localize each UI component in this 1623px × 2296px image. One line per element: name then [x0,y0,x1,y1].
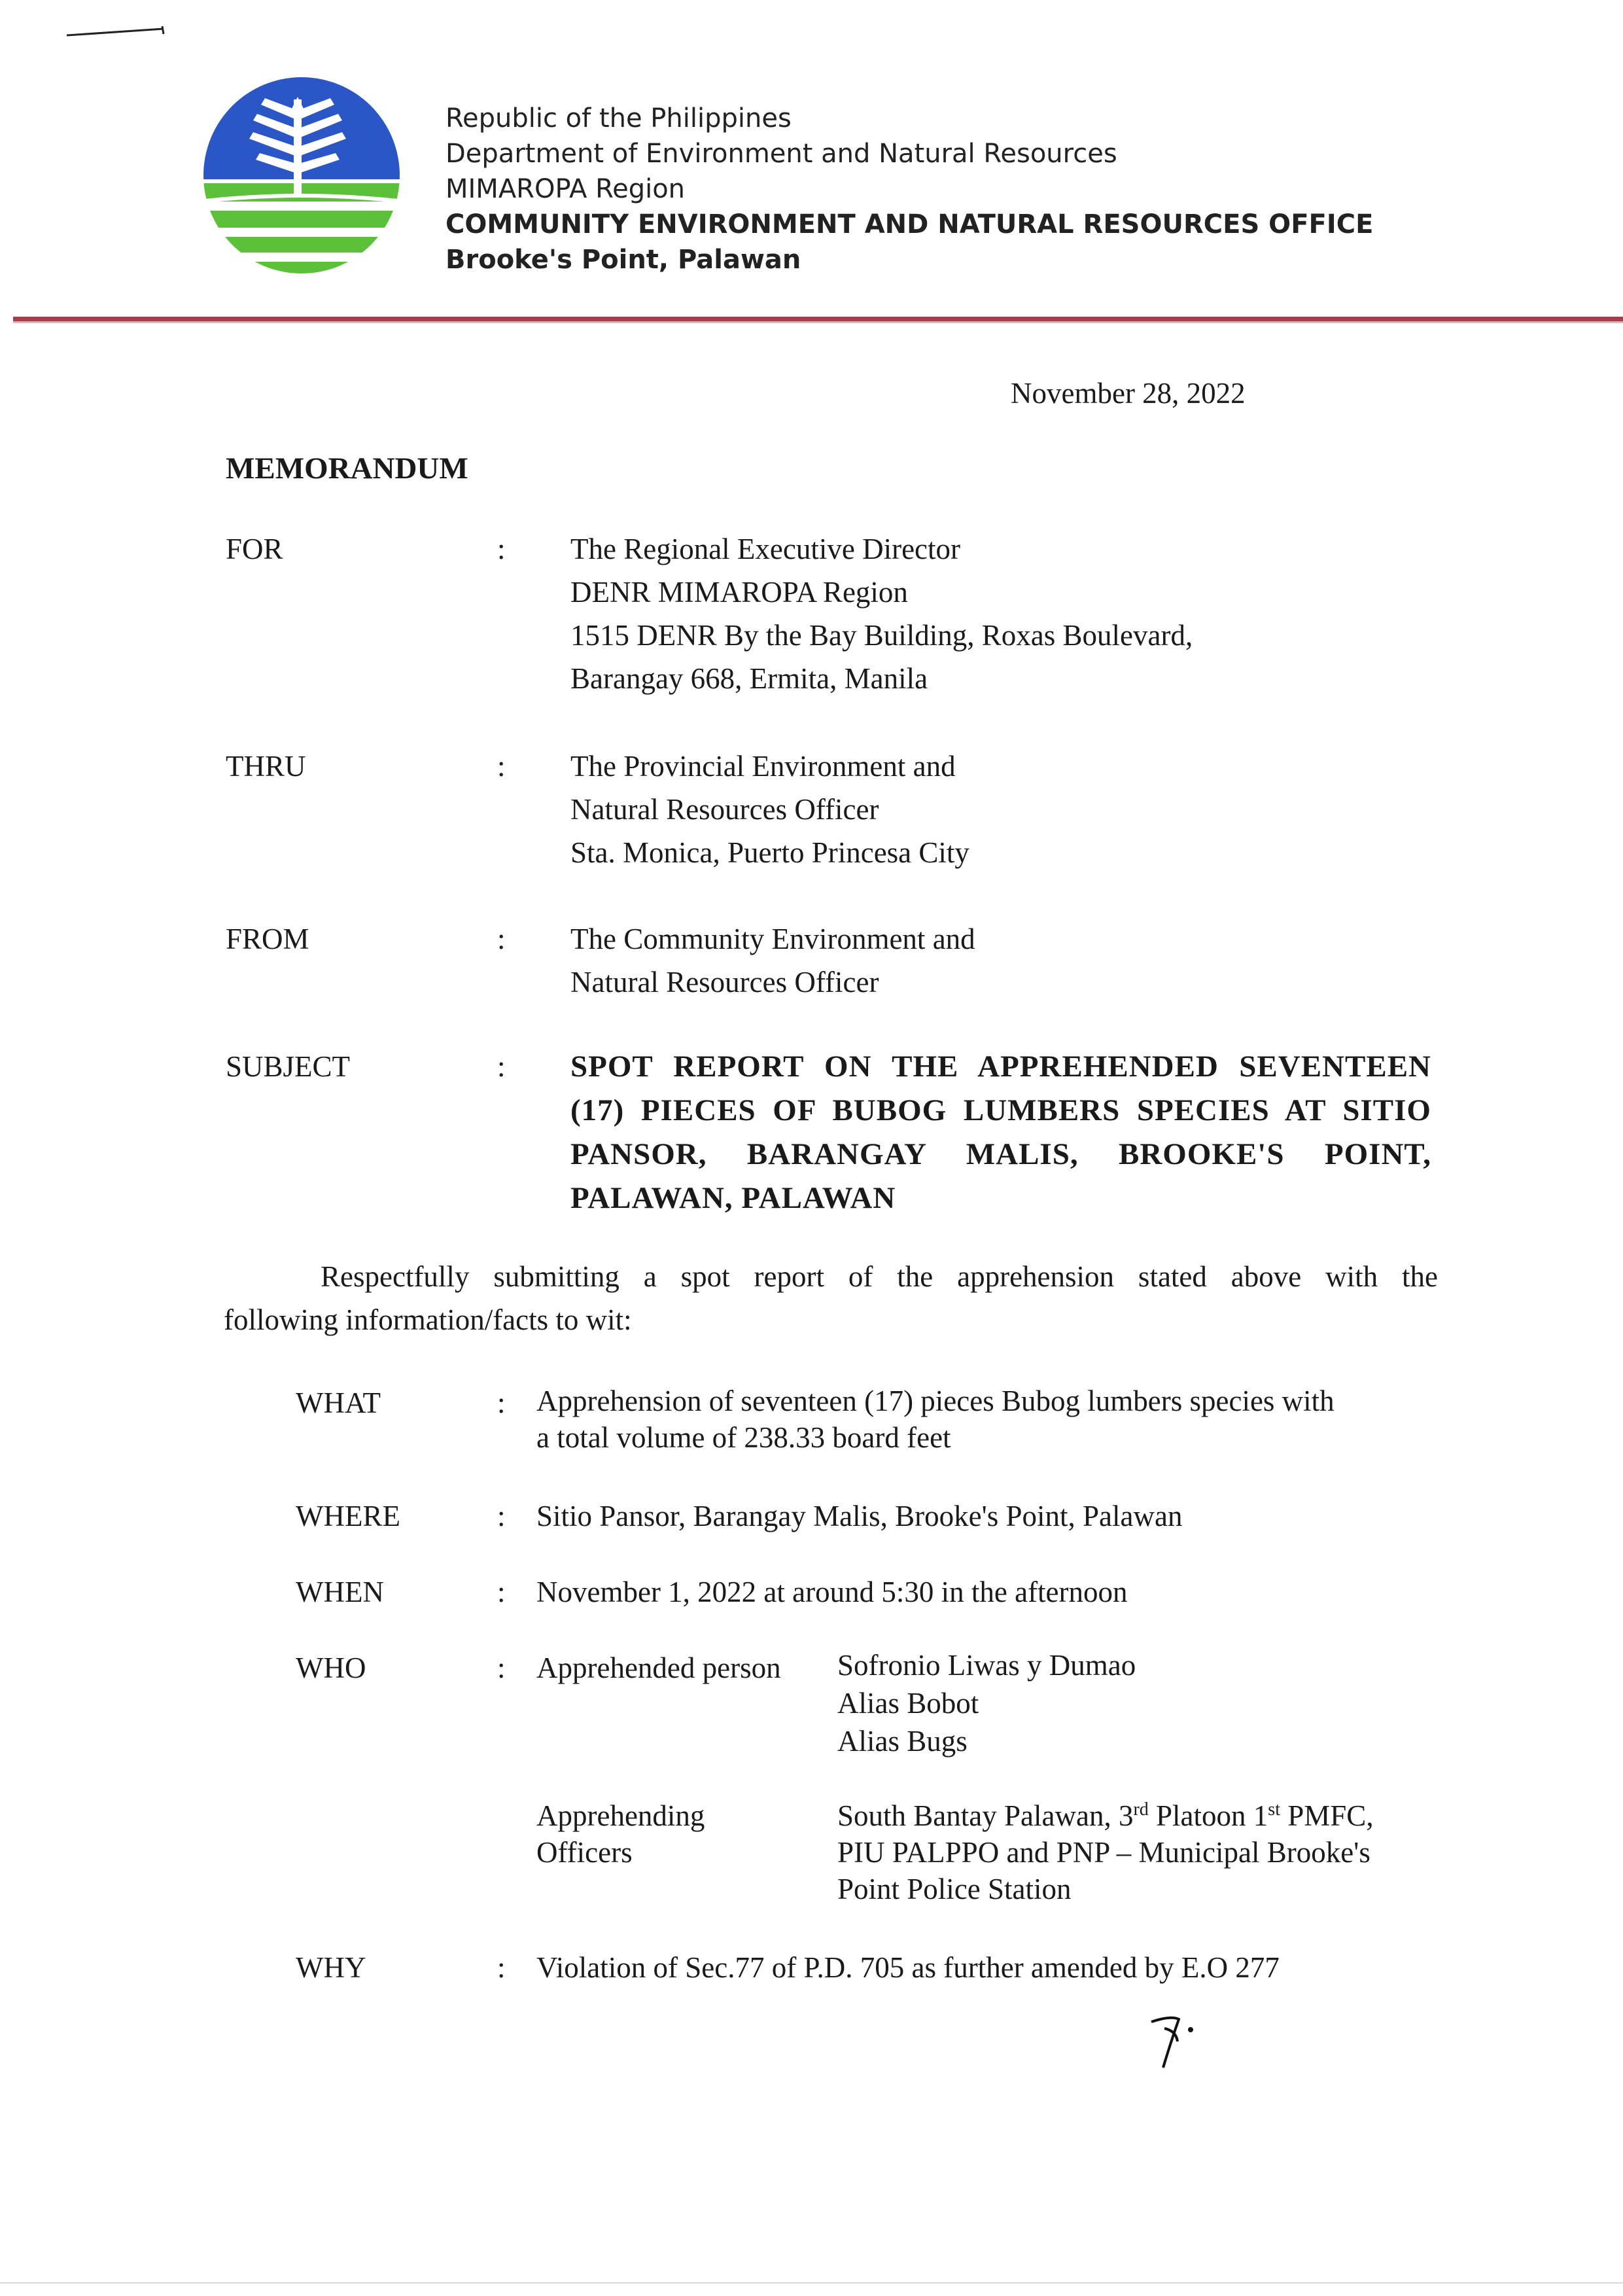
corner-mark [65,25,170,38]
thru-line-3: Sta. Monica, Puerto Princesa City [570,836,969,869]
subject-label: SUBJECT [226,1050,351,1083]
officers-line-3: Point Police Station [837,1873,1072,1905]
what-line-1: Apprehension of seventeen (17) pieces Bubog lumbers species with [536,1385,1335,1417]
letterhead-region: MIMAROPA Region [445,174,686,204]
why-colon: : [497,1951,506,1984]
thru-line-2: Natural Resources Officer [570,793,879,826]
intro-line-2: following information/facts to wit: [224,1303,632,1336]
for-line-4: Barangay 668, Ermita, Manila [570,662,928,695]
from-colon: : [497,923,506,955]
where-colon: : [497,1500,506,1532]
subject-line-4: PALAWAN, PALAWAN [570,1181,896,1215]
from-label: FROM [226,923,309,955]
for-recipient [570,527,1193,700]
subject-line-1: SPOT REPORT ON THE APPREHENDED SEVENTEEN [570,1050,1431,1084]
letterhead-rule [13,317,1623,321]
officers-line-1-c: PMFC, [1280,1799,1374,1832]
what-line-2: a total volume of 238.33 board feet [536,1421,951,1454]
subject-text [570,1045,1431,1220]
letterhead-location: Brooke's Point, Palawan [445,245,801,275]
what-label: WHAT [296,1386,381,1419]
officers-line-1 [837,1797,1374,1834]
officers-line-1-a: South Bantay Palawan, 3 [837,1799,1134,1832]
memo-date: November 28, 2022 [1011,377,1246,410]
why-label: WHY [296,1951,366,1984]
intro-line-1: Respectfully submitting a spot report of the apprehension stated above with the [321,1260,1438,1293]
apprehended-person [837,1646,1136,1760]
denr-logo [200,73,404,277]
when-colon: : [497,1576,506,1608]
officers-label-line-2: Officers [536,1836,633,1869]
handwritten-initial [1145,2002,1210,2074]
for-line-1: The Regional Executive Director [570,533,961,565]
person-name: Sofronio Liwas y Dumao [837,1649,1136,1682]
subject-colon: : [497,1050,506,1083]
memo-title: MEMORANDUM [226,451,468,486]
from-line-2: Natural Resources Officer [570,966,879,998]
letterhead-rule-shadow [13,321,1623,323]
where-label: WHERE [296,1500,400,1532]
thru-recipient [570,745,969,874]
who-colon: : [497,1651,506,1684]
bottom-scan-line [0,2282,1623,2284]
thru-line-1: The Provincial Environment and [570,750,956,783]
where-text: Sitio Pansor, Barangay Malis, Brooke's Point, Palawan [536,1500,1183,1532]
letterhead-republic: Republic of the Philippines [445,103,792,133]
subject-line-3: PANSOR, BARANGAY MALIS, BROOKE'S POINT, [570,1137,1431,1171]
person-alias-1: Alias Bobot [837,1687,979,1720]
for-line-2: DENR MIMAROPA Region [570,576,908,609]
when-text: November 1, 2022 at around 5:30 in the afternoon [536,1576,1128,1608]
apprehending-officers [837,1797,1374,1907]
who-label: WHO [296,1651,366,1684]
what-colon: : [497,1386,506,1419]
officers-label-line-1: Apprehending [536,1799,705,1832]
person-alias-2: Alias Bugs [837,1725,968,1757]
for-label: FOR [226,533,283,565]
why-text: Violation of Sec.77 of P.D. 705 as further amended by E.O 277 [536,1951,1280,1984]
thru-label: THRU [226,750,306,783]
apprehending-officers-label [536,1797,705,1871]
officers-line-1-b-sup: st [1268,1799,1280,1820]
when-label: WHEN [296,1576,384,1608]
what-text [536,1383,1335,1456]
from-line-1: The Community Environment and [570,923,975,955]
for-line-3: 1515 DENR By the Bay Building, Roxas Boulevard, [570,619,1193,652]
letterhead-office: COMMUNITY ENVIRONMENT AND NATURAL RESOURCES OFFICE [445,209,1374,239]
officers-line-1-a-sup: rd [1133,1799,1149,1820]
officers-line-2: PIU PALPPO and PNP – Municipal Brooke's [837,1836,1370,1869]
officers-line-1-b: Platoon 1 [1148,1799,1268,1832]
thru-colon: : [497,750,506,783]
apprehended-person-label: Apprehended person [536,1651,781,1684]
letterhead-department: Department of Environment and Natural Resources [445,139,1117,169]
from-sender [570,917,975,1004]
for-colon: : [497,533,506,565]
subject-line-2: (17) PIECES OF BUBOG LUMBERS SPECIES AT SITIO [570,1093,1431,1127]
